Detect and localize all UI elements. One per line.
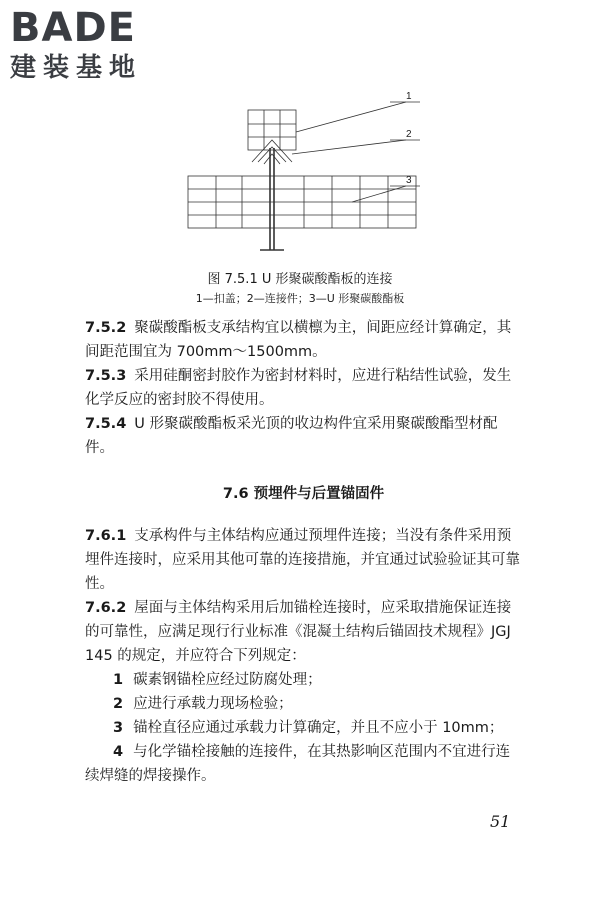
page-number: 51	[490, 812, 511, 831]
clause-7-5-3	[85, 364, 522, 412]
clause-7-5-2	[85, 316, 522, 364]
figure-caption: 图 7.5.1 U 形聚碳酸酯板的连接	[207, 272, 393, 287]
clause-text: 采用硅酮密封胶作为密封材料时，应进行粘结性试验，发生化学反应的密封胶不得使用。	[85, 368, 512, 408]
clause-7-6-1	[85, 524, 522, 596]
body-text	[85, 316, 522, 788]
connection-diagram	[180, 92, 430, 262]
clause-text: 聚碳酸酯板支承结构宜以横檩为主，间距应经计算确定，其间距范围宜为 700mm～1500mm。	[85, 320, 512, 360]
list-text: 与化学锚栓接触的连接件，在其热影响区范围内不宜进行连续焊缝的焊接操作。	[85, 744, 511, 784]
figure-label-2: 2	[406, 129, 412, 140]
clause-number: 7.5.4	[85, 416, 127, 432]
list-item	[85, 692, 522, 716]
connector-part	[252, 140, 292, 164]
list-text: 碳素钢锚栓应经过防腐处理；	[133, 672, 322, 688]
logo-sub: 建装基地	[10, 53, 143, 83]
figure-label-3: 3	[406, 175, 412, 186]
logo-main: BADE	[10, 5, 136, 51]
section-title: 7.6 预埋件与后置锚固件	[222, 486, 385, 502]
clause-text: U 形聚碳酸酯板采光顶的收边构件宜采用聚碳酸酯型材配件。	[85, 416, 498, 456]
list-text: 锚栓直径应通过承载力计算确定，并且不应小于 10mm；	[133, 720, 504, 736]
clause-number: 7.5.2	[85, 320, 127, 336]
list-number: 4	[113, 744, 124, 760]
clause-number: 7.5.3	[85, 368, 127, 384]
figure-label-1: 1	[406, 92, 412, 102]
clause-number: 7.6.1	[85, 528, 127, 544]
list-item	[85, 668, 522, 692]
clause-7-6-2	[85, 596, 522, 668]
list-item	[85, 740, 522, 788]
clause-text: 支承构件与主体结构应通过预埋件连接；当没有条件采用预埋件连接时，应采用其他可靠的连接措施，并宜通过试验验证其可靠性。	[85, 528, 520, 592]
list-item	[85, 716, 522, 740]
clause-7-5-4	[85, 412, 522, 460]
logo	[10, 6, 142, 84]
cap-part	[248, 110, 296, 150]
clause-text: 屋面与主体结构采用后加锚栓连接时，应采取措施保证连接的可靠性，应满足现行行业标准《混凝土结构后锚固技术规程》JGJ 145 的规定，并应符合下列规定：	[85, 600, 512, 664]
clause-number: 7.6.2	[85, 600, 127, 616]
list-text: 应进行承载力现场检验；	[133, 696, 293, 712]
list-number: 1	[113, 672, 124, 688]
list-number: 3	[113, 720, 124, 736]
list-number: 2	[113, 696, 124, 712]
figure-legend: 1—扣盖；2—连接件；3—U 形聚碳酸酯板	[195, 292, 405, 305]
